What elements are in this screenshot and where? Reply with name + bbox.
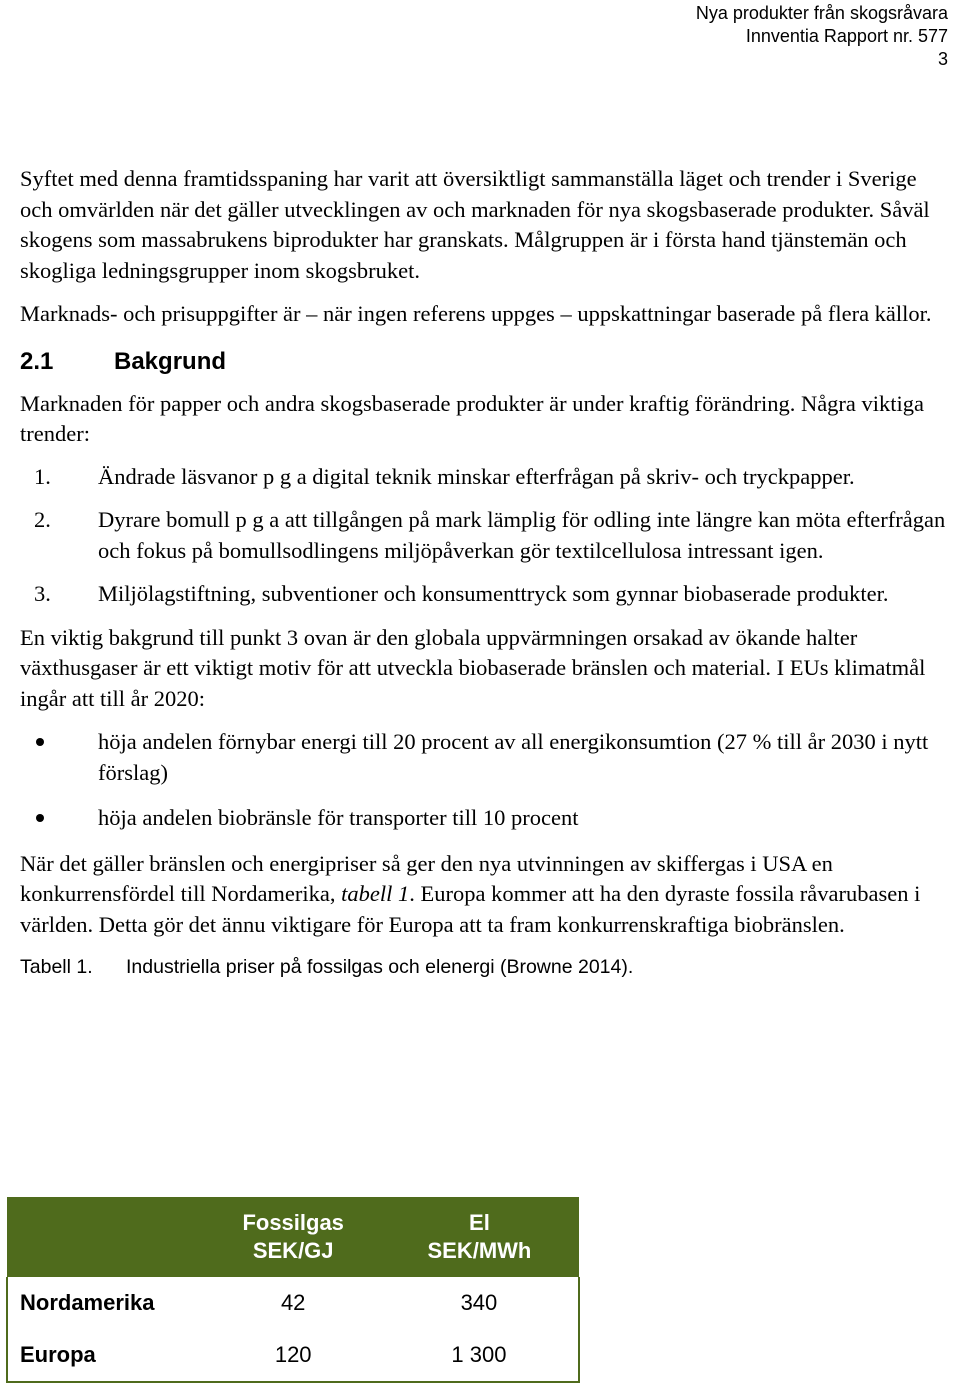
page-body bbox=[20, 164, 950, 980]
price-table bbox=[6, 1197, 580, 1383]
list-item bbox=[20, 505, 950, 566]
list-item-text: Miljölagstiftning, subventioner och konsumenttryck som gynnar biobaserade produkter. bbox=[98, 581, 889, 606]
table-caption-label: Tabell 1. bbox=[20, 956, 93, 978]
report-number: Innventia Rapport nr. 577 bbox=[745, 26, 948, 46]
section-number: 2.1 bbox=[20, 347, 54, 375]
intro-paragraph-purpose: Syftet med denna framtidsspaning har varit att översiktligt sammanställa läget och trender i Sverige och omvärlden när det gäller utvecklingen av och marknaden för nya skogsbaserade produkter. Såväl skogens som massabrukens biprodukter har granskats. Målgruppen är i första hand tjänstemän och skogliga ledningsgrupper inom skogsbruket. bbox=[20, 166, 930, 283]
bullet-icon bbox=[36, 738, 44, 746]
table-cell-fossilgas: 42 bbox=[280, 1290, 306, 1315]
list-item-text: höja andelen förnybar energi till 20 procent av all energikonsumtion (27 % till år 2030 i nytt förslag) bbox=[98, 729, 929, 785]
energy-paragraph: När det gäller bränslen och energipriser så ger den nya utvinningen av skiffergas i USA en konkurrensfördel till Nordamerika, tabell 1. Europa kommer att ha den dyraste fossila råvarubasen i världen. Detta gör det ännu viktigare för Europa att ta fram konkurrenskraftiga biobränslen. bbox=[20, 850, 921, 937]
table-header-fossilgas: Fossilgas SEK/GJ bbox=[207, 1197, 380, 1277]
list-marker: 2. bbox=[34, 507, 51, 532]
list-marker: 1. bbox=[34, 463, 51, 489]
table-cell-el: 1 300 bbox=[451, 1342, 507, 1367]
section-intro-paragraph: Marknaden för papper och andra skogsbaserade produkter är under kraftig förändring. Några viktiga trender: bbox=[20, 390, 925, 446]
table-cell-el: 340 bbox=[460, 1290, 498, 1315]
list-item-text: höja andelen biobränsle för transporter till 10 procent bbox=[98, 805, 579, 830]
table-caption bbox=[20, 954, 950, 980]
table-header-el: El SEK/MWh bbox=[380, 1197, 579, 1277]
table-header-row bbox=[7, 1197, 579, 1277]
trend-list bbox=[20, 462, 950, 610]
list-marker: 3. bbox=[34, 581, 51, 606]
page-header bbox=[696, 2, 948, 71]
table-row bbox=[7, 1277, 579, 1329]
list-item-text: Ändrade läsvanor p g a digital teknik minskar efterfrågan på skriv- och tryckpapper. bbox=[98, 463, 855, 489]
list-item bbox=[20, 803, 950, 834]
section-title: Bakgrund bbox=[114, 347, 227, 375]
climate-goal-list bbox=[20, 727, 950, 834]
section-heading bbox=[20, 347, 950, 377]
table-caption-text: Industriella priser på fossilgas och elenergi (Browne 2014). bbox=[126, 956, 634, 978]
list-item bbox=[20, 727, 950, 788]
report-title: Nya produkter från skogsråvara bbox=[695, 3, 948, 23]
bullet-icon bbox=[36, 814, 44, 822]
list-item bbox=[20, 579, 950, 610]
background-paragraph: En viktig bakgrund till punkt 3 ovan är den globala uppvärmningen orsakad av ökande halter växthusgaser är ett viktigt motiv för att utveckla biobaserade bränslen och material. I EUs klimatmål ingår att till år 2020: bbox=[20, 624, 926, 711]
table-reference: tabell 1 bbox=[341, 881, 410, 906]
table-row bbox=[7, 1329, 579, 1382]
table-cell-region: Europa bbox=[20, 1342, 96, 1367]
table-cell-region: Nordamerika bbox=[20, 1290, 155, 1315]
intro-paragraph-sources: Marknads- och prisuppgifter är – när ingen referens uppges – uppskattningar baserade på flera källor. bbox=[20, 301, 932, 326]
table-header-empty bbox=[7, 1197, 207, 1277]
table-cell-fossilgas: 120 bbox=[274, 1342, 312, 1367]
list-item-text: Dyrare bomull p g a att tillgången på mark lämplig för odling inte längre kan möta efterfrågan och fokus på bomullsodlingens miljöpåverkan gör textilcellulosa intressant igen. bbox=[98, 507, 946, 563]
page-number: 3 bbox=[937, 49, 948, 69]
list-item bbox=[20, 462, 950, 493]
